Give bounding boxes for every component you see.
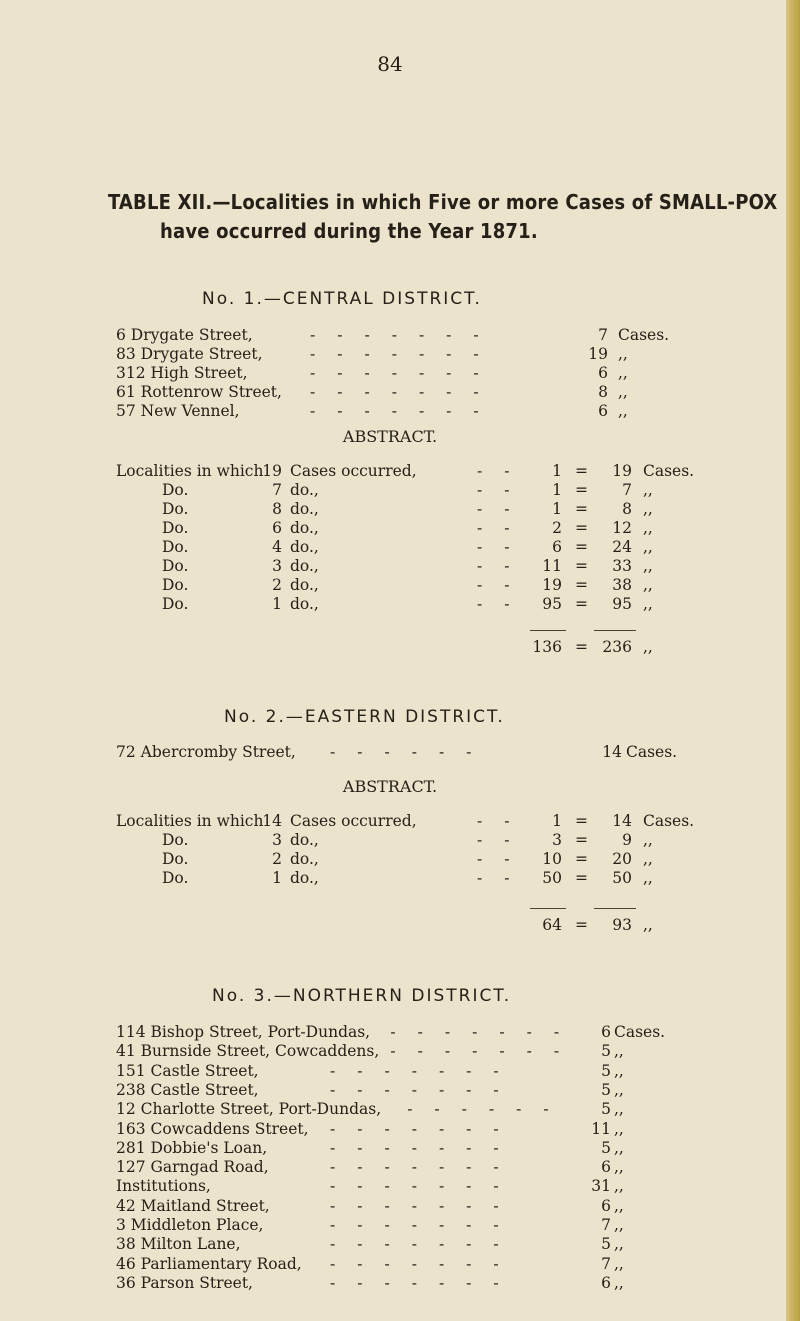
street-row <box>0 345 780 365</box>
equals-sign: = <box>575 576 588 594</box>
abstract-suffix: do., <box>290 538 319 556</box>
street-row <box>0 1120 780 1140</box>
page-number: 84 <box>377 52 403 76</box>
locality-count: 10 <box>542 850 562 868</box>
dash-leader: -- <box>477 576 532 594</box>
street-name: 127 Garngad Road, <box>116 1158 269 1177</box>
total-localities: 136 <box>532 638 562 656</box>
equals-sign: = <box>575 916 588 934</box>
case-unit: ,, <box>614 1273 624 1292</box>
case-unit: ,, <box>614 1061 624 1080</box>
total-cases: 93 <box>612 916 632 934</box>
case-unit: ,, <box>618 345 628 363</box>
case-count: 5 <box>601 1042 611 1061</box>
abstract-label: Do. <box>162 831 189 849</box>
cases-per-locality: 1 <box>272 595 282 613</box>
case-count: 31 <box>591 1177 611 1196</box>
abstract-row <box>0 557 780 577</box>
abstract-row <box>0 519 780 539</box>
street-row <box>0 1216 780 1236</box>
street-name: 36 Parson Street, <box>116 1273 253 1292</box>
case-unit: ,, <box>643 481 653 499</box>
dash-leader: ------- <box>390 1042 582 1061</box>
table-subtitle: have occurred during the Year 1871. <box>160 219 538 243</box>
dash-leader: ------- <box>330 1273 521 1292</box>
case-count: 19 <box>588 345 608 363</box>
dash-leader: -- <box>477 850 532 868</box>
street-row <box>0 1197 780 1217</box>
case-unit: ,, <box>614 1042 624 1061</box>
case-total: 24 <box>612 538 632 556</box>
street-name: 83 Drygate Street, <box>116 345 263 363</box>
street-name: 3 Middleton Place, <box>116 1216 264 1234</box>
cases-per-locality: 8 <box>272 500 282 518</box>
sum-rule <box>594 908 636 909</box>
case-count: 5 <box>601 1080 611 1099</box>
dash-leader: -- <box>477 595 532 613</box>
dash-leader: -- <box>477 481 532 499</box>
abstract-suffix: do., <box>290 850 319 868</box>
case-unit: Cases. <box>618 326 670 344</box>
case-unit: ,, <box>614 1216 624 1234</box>
case-count: 5 <box>601 1061 611 1080</box>
equals-sign: = <box>575 557 588 575</box>
equals-sign: = <box>575 831 588 849</box>
abstract-suffix: do., <box>290 557 319 575</box>
abstract-suffix: do., <box>290 500 319 518</box>
cases-per-locality: 19 <box>262 462 282 480</box>
dash-leader: -- <box>477 500 532 518</box>
case-count: 5 <box>601 1100 611 1119</box>
case-unit: ,, <box>643 576 653 594</box>
case-unit: ,, <box>614 1196 624 1215</box>
case-total: 12 <box>612 519 632 537</box>
equals-sign: = <box>575 850 588 868</box>
abstract-heading: ABSTRACT. <box>342 427 438 446</box>
street-row <box>0 1139 780 1159</box>
abstract-row <box>0 500 780 520</box>
abstract-suffix: do., <box>290 831 319 849</box>
dash-leader: ------- <box>330 1235 521 1254</box>
equals-sign: = <box>575 595 588 613</box>
equals-sign: = <box>575 538 588 556</box>
total-cases: 236 <box>602 638 632 656</box>
case-unit: ,, <box>618 383 628 401</box>
street-name: 46 Parliamentary Road, <box>116 1254 302 1273</box>
street-name: 6 Drygate Street, <box>116 326 253 344</box>
dash-leader: ------- <box>310 345 501 363</box>
dash-leader: ------- <box>330 1138 521 1157</box>
cases-per-locality: 4 <box>272 538 282 556</box>
street-name: 281 Dobbie's Loan, <box>116 1138 268 1157</box>
case-unit: ,, <box>643 831 653 849</box>
street-row <box>0 1081 780 1101</box>
locality-count: 1 <box>552 462 562 480</box>
dash-leader: ------ <box>330 743 494 761</box>
street-name: 12 Charlotte Street, Port-Dundas, <box>116 1100 382 1119</box>
abstract-label: Do. <box>162 869 189 887</box>
abstract-heading: ABSTRACT. <box>342 777 438 796</box>
case-unit: ,, <box>614 1235 624 1254</box>
dash-leader: -- <box>477 538 532 556</box>
abstract-label: Localities in which <box>116 812 264 830</box>
cases-per-locality: 3 <box>272 831 282 849</box>
street-row <box>0 1255 780 1275</box>
abstract-label: Localities in which <box>116 462 264 480</box>
cases-per-locality: 2 <box>272 850 282 868</box>
case-count: 6 <box>601 1196 611 1215</box>
street-row <box>0 326 780 346</box>
cases-per-locality: 6 <box>272 519 282 537</box>
district-heading: No. 1.—CENTRAL DISTRICT. <box>202 289 482 309</box>
case-total: 20 <box>612 850 632 868</box>
case-total: 95 <box>612 595 632 613</box>
street-row <box>0 1062 780 1082</box>
case-count: 6 <box>598 402 608 420</box>
dash-leader: ------- <box>330 1158 521 1177</box>
district-heading: No. 2.—EASTERN DISTRICT. <box>224 707 505 727</box>
case-count: 6 <box>601 1158 611 1177</box>
street-name: 114 Bishop Street, Port-Dundas, <box>116 1023 371 1041</box>
locality-count: 1 <box>552 812 562 830</box>
case-unit: ,, <box>643 519 653 537</box>
dash-leader: -- <box>477 869 532 887</box>
street-name: 238 Castle Street, <box>116 1080 259 1099</box>
sum-rule <box>530 908 566 909</box>
dash-leader: ------- <box>330 1254 521 1273</box>
equals-sign: = <box>575 638 588 656</box>
street-name: 41 Burnside Street, Cowcaddens, <box>116 1042 380 1061</box>
abstract-suffix: do., <box>290 576 319 594</box>
street-name: 72 Abercromby Street, <box>116 743 296 761</box>
case-total: 33 <box>612 557 632 575</box>
case-unit: Cases. <box>643 812 695 830</box>
case-unit: ,, <box>643 538 653 556</box>
dash-leader: -- <box>477 462 532 480</box>
case-unit: ,, <box>614 1138 624 1157</box>
cases-per-locality: 1 <box>272 869 282 887</box>
abstract-label: Do. <box>162 576 189 594</box>
dash-leader: ------- <box>390 1023 582 1041</box>
case-unit: ,, <box>614 1119 624 1138</box>
street-row <box>0 1042 780 1062</box>
case-unit: ,, <box>643 557 653 575</box>
case-unit: ,, <box>614 1158 624 1177</box>
equals-sign: = <box>575 812 588 830</box>
dash-leader: ------- <box>330 1177 521 1196</box>
case-count: 7 <box>601 1254 611 1273</box>
equals-sign: = <box>575 519 588 537</box>
case-unit: ,, <box>643 916 653 934</box>
dash-leader: ------- <box>330 1119 521 1138</box>
abstract-row <box>0 538 780 558</box>
street-name: 38 Milton Lane, <box>116 1235 241 1254</box>
abstract-label: Do. <box>162 850 189 868</box>
locality-count: 1 <box>552 481 562 499</box>
table-title: TABLE XII.—Localities in which Five or more Cases of SMALL-POX <box>108 190 778 214</box>
case-unit: ,, <box>643 500 653 518</box>
dash-leader: ------- <box>310 364 501 382</box>
dash-leader: ------- <box>330 1196 521 1215</box>
locality-count: 3 <box>552 831 562 849</box>
abstract-label: Do. <box>162 519 189 537</box>
abstract-row <box>0 812 780 832</box>
total-localities: 64 <box>542 916 562 934</box>
case-count: 7 <box>601 1216 611 1234</box>
case-count: 11 <box>591 1119 611 1138</box>
abstract-row <box>0 850 780 870</box>
abstract-row <box>0 869 780 889</box>
case-unit: ,, <box>618 364 628 382</box>
case-count: 6 <box>601 1273 611 1292</box>
total-row <box>0 638 780 658</box>
dash-leader: -- <box>477 557 532 575</box>
dash-leader: ------- <box>330 1216 521 1234</box>
cases-per-locality: 2 <box>272 576 282 594</box>
abstract-suffix: Cases occurred, <box>290 462 417 480</box>
sum-rule <box>530 630 566 631</box>
street-name: 312 High Street, <box>116 364 248 382</box>
street-name: 61 Rottenrow Street, <box>116 383 282 401</box>
locality-count: 6 <box>552 538 562 556</box>
dash-leader: -- <box>477 831 532 849</box>
case-total: 50 <box>612 869 632 887</box>
street-row <box>0 402 780 422</box>
case-total: 14 <box>612 812 632 830</box>
case-unit: ,, <box>643 595 653 613</box>
street-name: Institutions, <box>116 1177 211 1196</box>
locality-count: 2 <box>552 519 562 537</box>
case-count: 7 <box>598 326 608 344</box>
cases-per-locality: 3 <box>272 557 282 575</box>
case-total: 7 <box>622 481 632 499</box>
case-total: 19 <box>612 462 632 480</box>
street-row <box>0 1158 780 1178</box>
abstract-label: Do. <box>162 481 189 499</box>
street-row <box>0 364 780 384</box>
locality-count: 19 <box>542 576 562 594</box>
cases-per-locality: 7 <box>272 481 282 499</box>
street-name: 163 Cowcaddens Street, <box>116 1119 309 1138</box>
case-total: 38 <box>612 576 632 594</box>
street-row <box>0 383 780 403</box>
abstract-suffix: do., <box>290 481 319 499</box>
dash-leader: ------- <box>310 402 501 420</box>
dash-leader: ------- <box>310 383 501 401</box>
case-count: 6 <box>601 1023 611 1041</box>
equals-sign: = <box>575 481 588 499</box>
equals-sign: = <box>575 500 588 518</box>
dash-leader: ------- <box>330 1061 521 1080</box>
case-total: 8 <box>622 500 632 518</box>
case-unit: ,, <box>614 1100 624 1119</box>
dash-leader: -- <box>477 812 532 830</box>
abstract-suffix: do., <box>290 595 319 613</box>
street-row <box>0 1023 780 1043</box>
abstract-label: Do. <box>162 500 189 518</box>
abstract-suffix: Cases occurred, <box>290 812 417 830</box>
case-count: 5 <box>601 1235 611 1254</box>
locality-count: 95 <box>542 595 562 613</box>
street-name: 151 Castle Street, <box>116 1061 259 1080</box>
street-row <box>0 1235 780 1255</box>
street-row <box>0 1177 780 1197</box>
dash-leader: ------- <box>330 1080 521 1099</box>
district-heading: No. 3.—NORTHERN DISTRICT. <box>212 986 512 1006</box>
abstract-row <box>0 462 780 482</box>
case-total: 9 <box>622 831 632 849</box>
cases-per-locality: 14 <box>262 812 282 830</box>
case-unit: ,, <box>614 1080 624 1099</box>
street-name: 57 New Vennel, <box>116 402 240 420</box>
abstract-row <box>0 576 780 596</box>
abstract-row <box>0 831 780 851</box>
locality-count: 11 <box>542 557 562 575</box>
street-row <box>0 1274 780 1294</box>
locality-count: 50 <box>542 869 562 887</box>
dash-leader: -- <box>477 519 532 537</box>
dash-leader: ------- <box>310 326 501 344</box>
abstract-row <box>0 595 780 615</box>
case-unit: Cases. <box>643 462 695 480</box>
case-count: 6 <box>598 364 608 382</box>
case-unit: Cases. <box>626 743 678 761</box>
case-unit: ,, <box>643 869 653 887</box>
case-unit: ,, <box>643 850 653 868</box>
sum-rule <box>594 630 636 631</box>
equals-sign: = <box>575 869 588 887</box>
case-unit: ,, <box>643 638 653 656</box>
locality-count: 1 <box>552 500 562 518</box>
street-name: 42 Maitland Street, <box>116 1196 270 1215</box>
case-count: 5 <box>601 1138 611 1157</box>
street-row <box>0 1100 780 1120</box>
case-unit: Cases. <box>614 1023 666 1041</box>
equals-sign: = <box>575 462 588 480</box>
abstract-row <box>0 481 780 501</box>
abstract-label: Do. <box>162 595 189 613</box>
abstract-suffix: do., <box>290 869 319 887</box>
abstract-label: Do. <box>162 538 189 556</box>
case-unit: ,, <box>614 1177 624 1196</box>
abstract-suffix: do., <box>290 519 319 537</box>
case-count: 8 <box>598 383 608 401</box>
dash-leader: ------ <box>407 1100 571 1119</box>
abstract-label: Do. <box>162 557 189 575</box>
case-unit: ,, <box>618 402 628 420</box>
case-count: 14 <box>602 743 622 761</box>
total-row <box>0 916 780 936</box>
street-row <box>0 743 780 763</box>
case-unit: ,, <box>614 1254 624 1273</box>
